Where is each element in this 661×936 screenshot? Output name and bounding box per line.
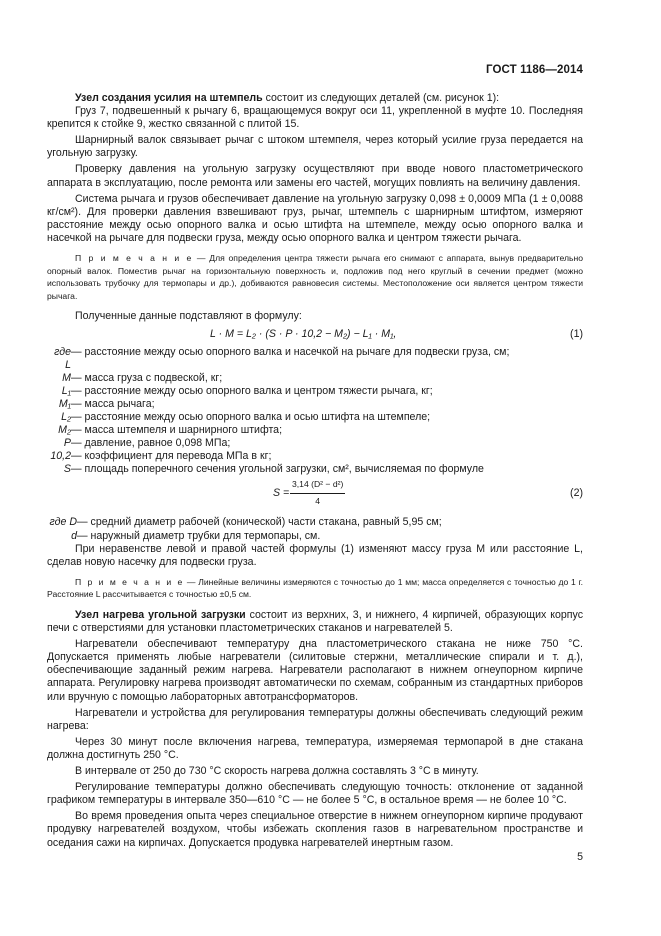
formula-2 [47, 478, 583, 510]
definitions-list [47, 346, 583, 477]
definition-symbol: где D [49, 516, 77, 529]
paragraph: Узел создания усилия на штемпель состоит из следующих деталей (см. рисунок 1): [75, 92, 500, 104]
paragraph: Регулирование температуры должно обеспечивать следующую точность: отклонение от заданной графиком температуры в интервале 350—610 °С — не более 5 °С, в остальное время — не более 10 °С. [47, 781, 583, 807]
note [47, 252, 583, 302]
fraction-denominator: 4 [315, 495, 321, 506]
paragraph: Шарнирный валок связывает рычаг с штоком штемпеля, через который усилие груза передается на угольную загрузку. [47, 134, 583, 160]
definition-symbol: L₂ [61, 410, 71, 423]
definition-symbol: где L [54, 345, 71, 371]
note-label: П р и м е ч а н и е [75, 253, 194, 264]
paragraph: Проверку давления на угольную загрузку осуществляют при вводе нового пластометрического аппарата в эксплуатацию, после ремонта или замены его частей, могущих повлиять на величину давления. [47, 163, 583, 189]
fraction-numerator: 3,14 (D² − d²) [290, 478, 345, 493]
paragraph: Через 30 минут после включения нагрева, температура, измеряемая термопарой в дне стакана должна достигнуть 250 °С. [47, 735, 583, 761]
document-body [47, 92, 583, 850]
definition-text: — расстояние между осью опорного валка и насечкой на рычаге для подвески груза, см; [71, 345, 510, 358]
definition-symbol: M₁ [58, 397, 71, 410]
paragraph: Нагреватели обеспечивают температуру дна пластометрического стакана не ниже 750 °С. Допускается применять любые нагреватели (силитовые стержни, металлические спирали и т. д.), обеспечивающие заданный режим нагрева. Нагреватели располагают в нижнем огнеупорном кирпиче аппарата. Регулировку нагрева производят автоматически по схемам, собранным из стандартных приборов или вручную с помощью лабораторных автотрансформаторов. [47, 638, 583, 703]
definition-text: — площадь поперечного сечения угольной загрузки, см², вычисляемая по формуле [71, 463, 484, 476]
definition-item [47, 437, 583, 450]
definition-item [47, 463, 583, 476]
paragraph: Узел нагрева угольной загрузки состоит из верхних, 3, и нижнего, 4 кирпичей, образующих корпус печи с отверстиями для установки пластометрических стаканов и нагревателей 5. [47, 609, 584, 635]
paragraph: Нагреватели и устройства для регулирования температуры должны обеспечивать следующий режим нагрева: [47, 706, 583, 732]
paragraph: При неравенстве левой и правой частей формулы (1) изменяют массу груза М или расстояние L, сделав новую насечку для подвески груза. [47, 542, 583, 568]
definition-symbol: L₁ [61, 384, 71, 397]
definition-symbol: M [62, 371, 71, 384]
fraction [290, 478, 345, 507]
definition-item [47, 530, 583, 543]
definition-item [47, 411, 583, 424]
formula-number: (2) [570, 487, 583, 500]
note-text: — Для определения центра тяжести рычага его снимают с аппарата, вынув предварительно опорный валок. Поместив рычаг на горизонтальную поверхность и, подложив под него круглый в сечении предмет (можно использовать трубочку для термопары и др.), добиваются равновесия системы. Местоположение оси является центром тяжести рычага. [47, 253, 584, 301]
definition-item [47, 346, 583, 372]
definition-symbol: P [63, 437, 71, 450]
definition-item [47, 372, 583, 385]
definitions-list-2 [47, 516, 583, 542]
document-id: ГОСТ 1186—2014 [486, 64, 583, 76]
definition-symbol: 10,2 [50, 450, 71, 463]
paragraph: Система рычага и грузов обеспечивает давление на угольную загрузку 0,098 ± 0,0009 МПа (1 ± 0,0088 кг/см²). Для проверки давления взвешивают груз, рычаг, штемпель с шарнирным штифтом, измеряют расстояние между осью опорного валка и осью штифта на штемпеле, между осью опорного валка и насечкой на рычаге для подвески груза, между осью опорного валка и центром тяжести рычага. [47, 192, 583, 244]
paragraph: Во время проведения опыта через специальное отверстие в нижнем огнеупорном кирпиче продувают продувку нагревателей воздухом, чтобы избежать скопления газов в нагревательном пространстве и оседания сажи на кирпичах. Допускается продувка нагревателей инертным газом. [47, 810, 583, 849]
definition-text: — масса груза с подвеской, кг; [71, 371, 223, 384]
definition-item [47, 385, 583, 398]
definition-text: — расстояние между осью опорного валка и центром тяжести рычага, кг; [71, 384, 433, 397]
definition-text: — расстояние между осью опорного валка и осью штифта на штемпеле; [71, 410, 431, 423]
page-number: 5 [577, 851, 583, 863]
formula-number: (1) [570, 327, 583, 340]
paragraph: Полученные данные подставляют в формулу: [75, 310, 302, 323]
note-text: — Линейные величины измеряются с точностью до 1 мм; масса определяется с точностью до 1 г. Расстояние L рассчитывается с точностью ±0,5 см. [47, 576, 584, 600]
definition-symbol: M₂ [58, 424, 71, 437]
formula-lhs: S = [273, 487, 290, 500]
definition-item [47, 450, 583, 463]
note [47, 576, 583, 601]
formula-1 [47, 324, 583, 346]
definition-text: — масса рычага; [71, 397, 155, 410]
section-title: Узел создания усилия на штемпель [75, 92, 263, 104]
definition-text: — масса штемпеля и шарнирного штифта; [71, 424, 283, 437]
note-label: П р и м е ч а н и е [75, 576, 185, 587]
definition-item [47, 424, 583, 437]
paragraph: В интервале от 250 до 730 °С скорость нагрева должна составлять 3 °С в минуту. [75, 765, 479, 778]
definition-symbol: d [71, 529, 77, 542]
section-title: Узел нагрева угольной загрузки [75, 609, 246, 621]
formula-expression: L · M = L₂ · (S · P · 10,2 − M₂) − L₁ · M₁, [210, 327, 397, 340]
definition-item [47, 516, 583, 529]
definition-symbol: S [63, 463, 71, 476]
definition-text: — наружный диаметр трубки для термопары, см. [77, 529, 321, 542]
paragraph: Груз 7, подвешенный к рычагу 6, вращающемуся вокруг оси 11, укрепленной в муфте 10. Последняя крепится к стойке 9, жестко связанной с плитой 15. [47, 105, 583, 131]
definition-text: — коэффициент для перевода МПа в кг; [71, 450, 272, 463]
definition-item [47, 398, 583, 411]
definition-text: — средний диаметр рабочей (конической) части стакана, равный 5,95 см; [77, 516, 442, 529]
definition-text: — давление, равное 0,098 МПа; [71, 437, 231, 450]
